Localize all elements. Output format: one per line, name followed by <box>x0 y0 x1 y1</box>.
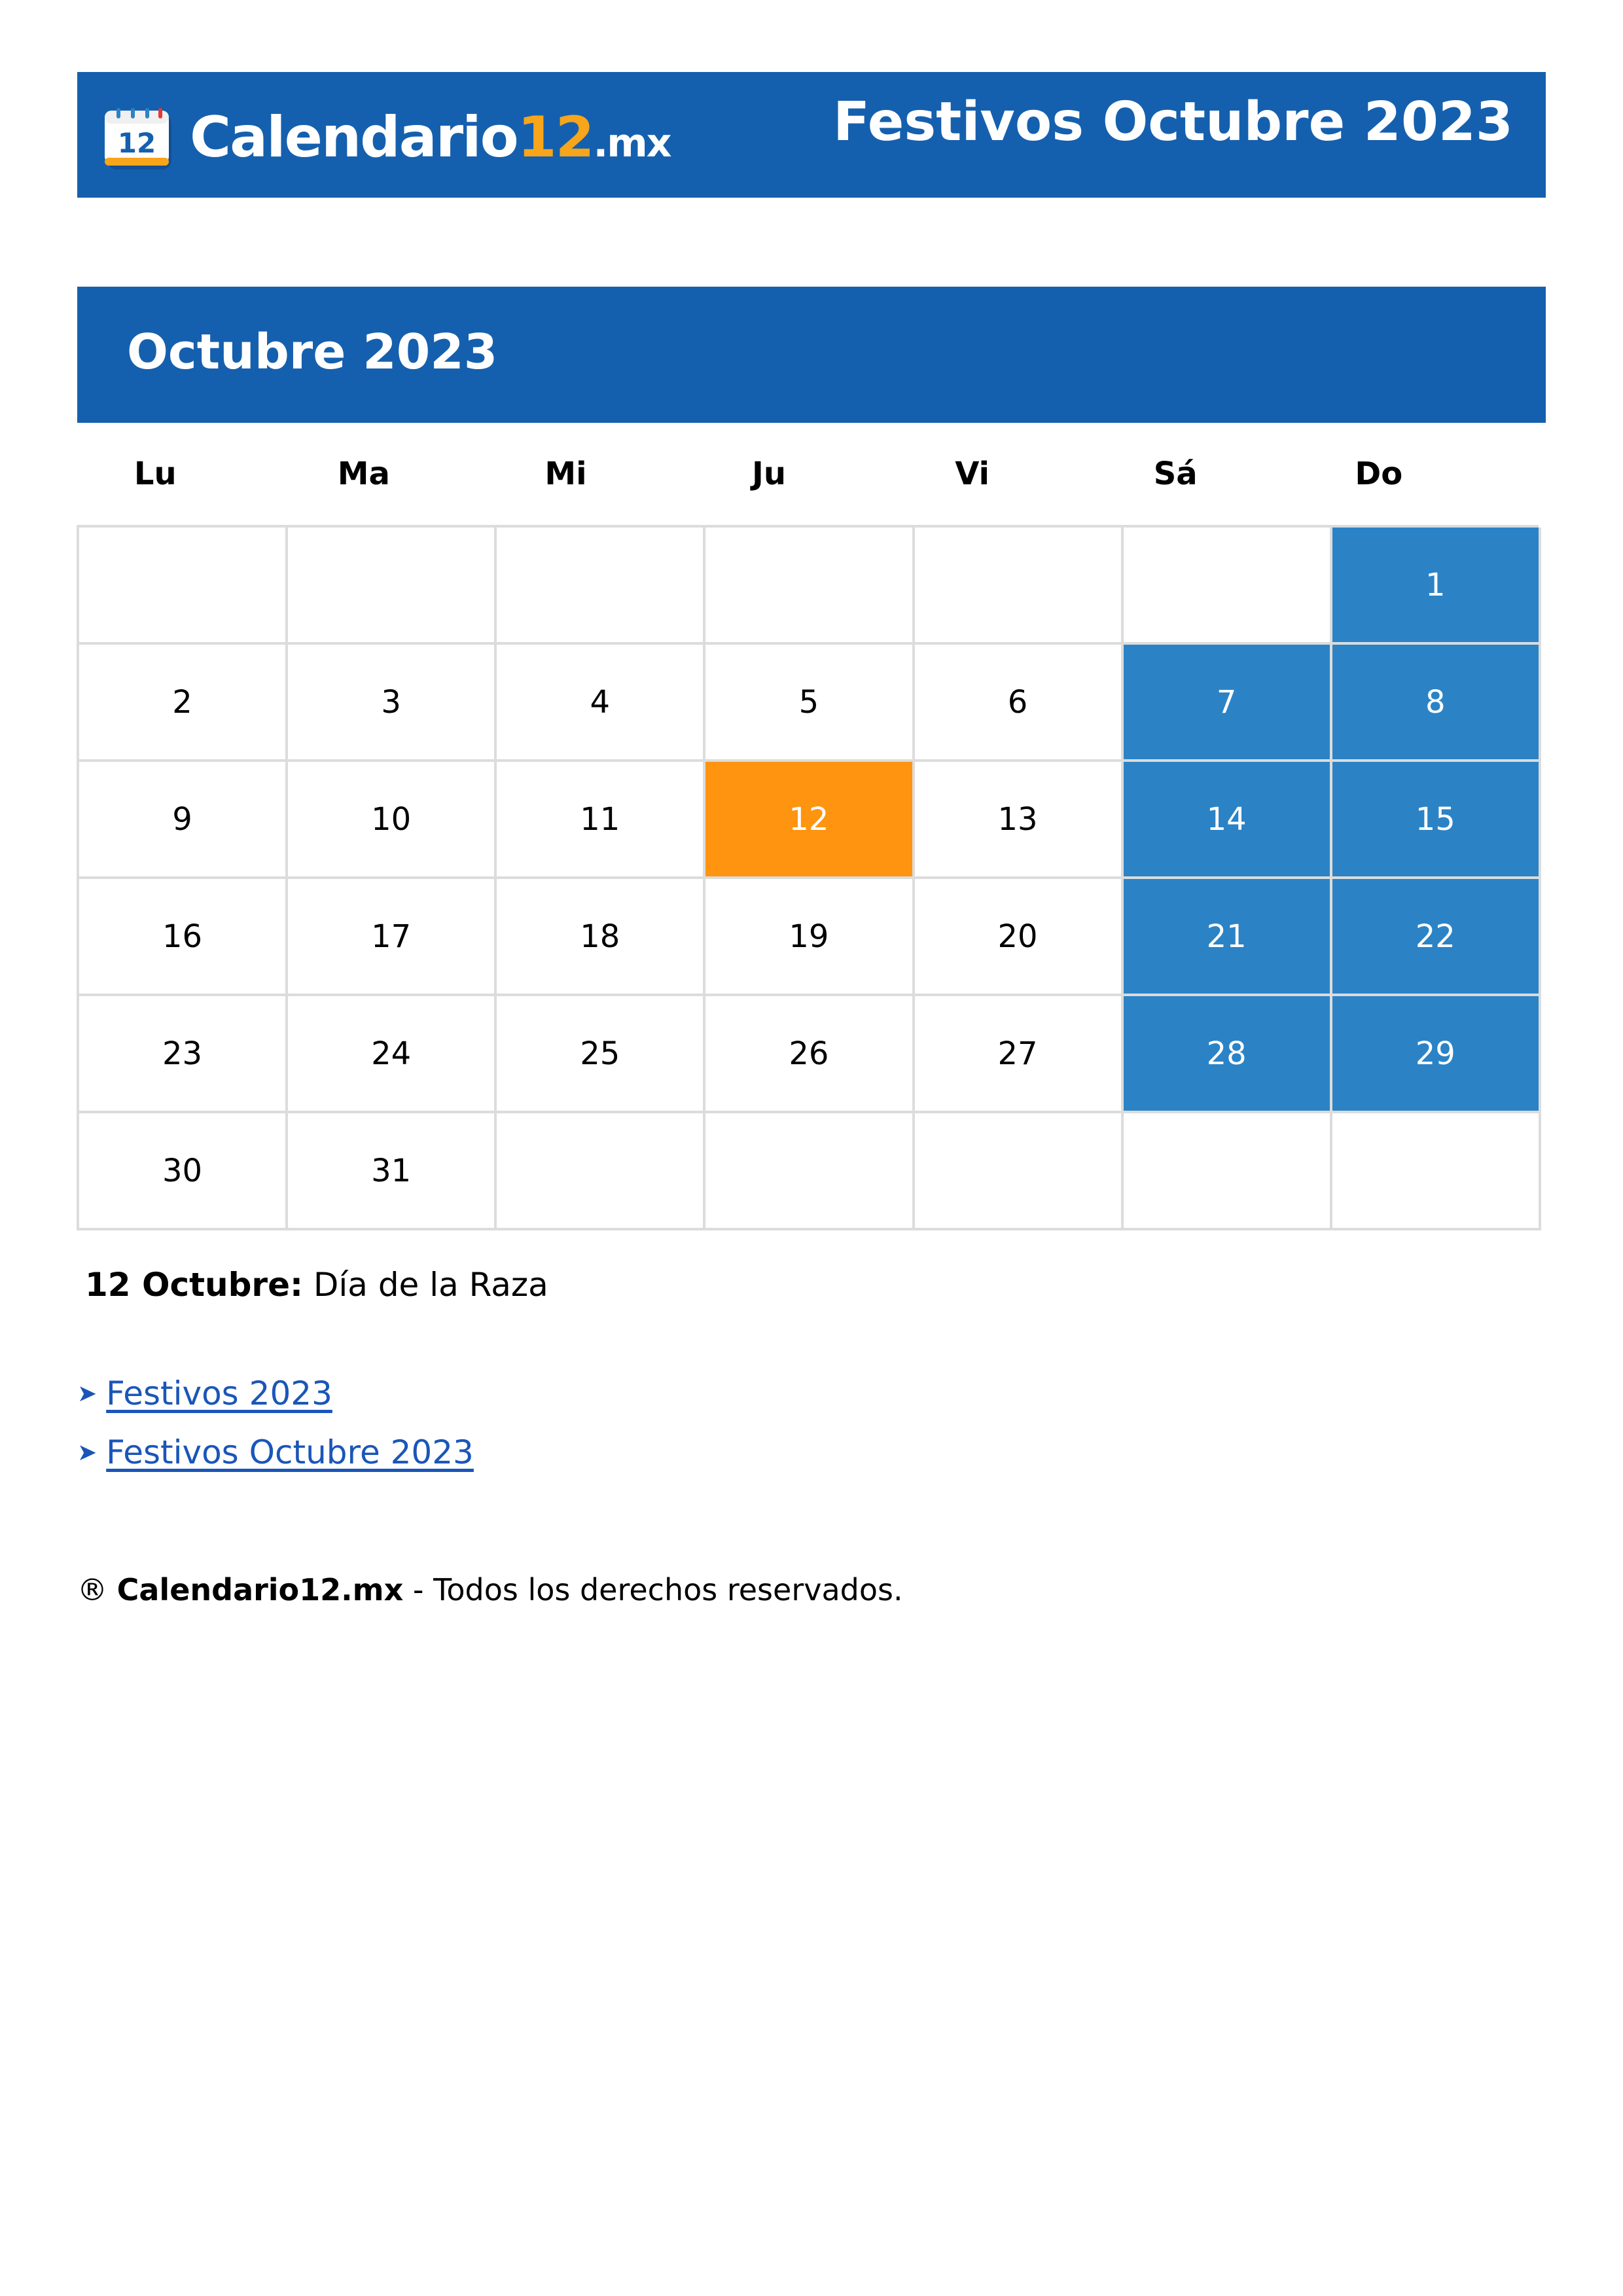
calendar-day: 30 <box>79 1113 288 1230</box>
calendar-day: 11 <box>497 762 705 879</box>
calendar-cell-empty <box>79 528 288 645</box>
logo-tld: .mx <box>593 120 671 166</box>
holiday-list-item <box>85 1262 548 1308</box>
calendar-icon <box>105 108 174 167</box>
weekday-thu: Ju <box>752 456 787 492</box>
calendar-day-weekend: 15 <box>1332 762 1541 879</box>
arrow-icon: ➤ <box>77 1380 98 1407</box>
calendar-cell-empty <box>915 528 1124 645</box>
calendar-day: 6 <box>915 645 1124 762</box>
calendar-day: 17 <box>288 879 497 996</box>
calendar-day: 16 <box>79 879 288 996</box>
calendar-day: 2 <box>79 645 288 762</box>
link-festivos-2023[interactable]: Festivos 2023 <box>106 1374 332 1412</box>
weekday-fri: Vi <box>955 456 990 492</box>
logo-wordmark <box>190 105 671 170</box>
site-logo[interactable] <box>105 105 670 170</box>
calendar-day: 31 <box>288 1113 497 1230</box>
logo-number: 12 <box>517 105 594 170</box>
calendar-day: 23 <box>79 996 288 1113</box>
footer-brand: Calendario12.mx <box>116 1572 404 1607</box>
calendar-grid <box>77 525 1539 1230</box>
calendar-day-weekend: 22 <box>1332 879 1541 996</box>
registered-symbol: ® <box>77 1572 107 1607</box>
calendar-day: 18 <box>497 879 705 996</box>
related-links <box>77 1364 474 1482</box>
holiday-date: 12 Octubre: <box>85 1266 303 1304</box>
calendar-cell-empty <box>288 528 497 645</box>
calendar-cell-empty <box>497 1113 705 1230</box>
calendar-day: 20 <box>915 879 1124 996</box>
calendar-cell-empty <box>1124 1113 1332 1230</box>
calendar-day: 24 <box>288 996 497 1113</box>
footer-rights: - Todos los derechos reservados. <box>412 1572 903 1607</box>
calendar-day: 4 <box>497 645 705 762</box>
calendar-day: 3 <box>288 645 497 762</box>
calendar-cell-empty <box>1332 1113 1541 1230</box>
calendar-day-weekend: 21 <box>1124 879 1332 996</box>
holiday-name: Día de la Raza <box>313 1266 548 1304</box>
calendar-cell-empty <box>915 1113 1124 1230</box>
logo-name: Calendario <box>190 105 518 170</box>
calendar-cell-empty <box>705 528 914 645</box>
related-link-item <box>77 1364 474 1423</box>
calendar-day-weekend: 28 <box>1124 996 1332 1113</box>
arrow-icon: ➤ <box>77 1439 98 1466</box>
footer <box>77 1567 903 1613</box>
page-title: Festivos Octubre 2023 <box>833 91 1513 153</box>
calendar-day-weekend: 8 <box>1332 645 1541 762</box>
calendar-cell-empty <box>705 1113 914 1230</box>
calendar-cell-empty <box>497 528 705 645</box>
calendar-day-weekend: 14 <box>1124 762 1332 879</box>
link-festivos-octubre-2023[interactable]: Festivos Octubre 2023 <box>106 1433 474 1471</box>
weekday-sat: Sá <box>1153 456 1198 492</box>
calendar-day: 5 <box>705 645 914 762</box>
weekday-wed: Mi <box>544 456 587 492</box>
calendar-day: 9 <box>79 762 288 879</box>
calendar-day-weekend: 29 <box>1332 996 1541 1113</box>
month-banner <box>77 287 1546 423</box>
related-link-item <box>77 1423 474 1482</box>
month-title: Octubre 2023 <box>127 324 498 380</box>
calendar-icon-number: 12 <box>117 127 156 159</box>
calendar-day: 25 <box>497 996 705 1113</box>
calendar-cell-empty <box>1124 528 1332 645</box>
weekday-tue: Ma <box>337 456 390 492</box>
weekday-mon: Lu <box>134 456 177 492</box>
calendar-day-weekend: 1 <box>1332 528 1541 645</box>
calendar-day-holiday: 12 <box>705 762 914 879</box>
calendar-day: 26 <box>705 996 914 1113</box>
calendar-day: 27 <box>915 996 1124 1113</box>
calendar-day: 19 <box>705 879 914 996</box>
calendar-day: 13 <box>915 762 1124 879</box>
weekday-header <box>77 449 1537 499</box>
site-header <box>77 72 1546 198</box>
calendar-day: 10 <box>288 762 497 879</box>
calendar-day-weekend: 7 <box>1124 645 1332 762</box>
weekday-sun: Do <box>1355 456 1403 492</box>
